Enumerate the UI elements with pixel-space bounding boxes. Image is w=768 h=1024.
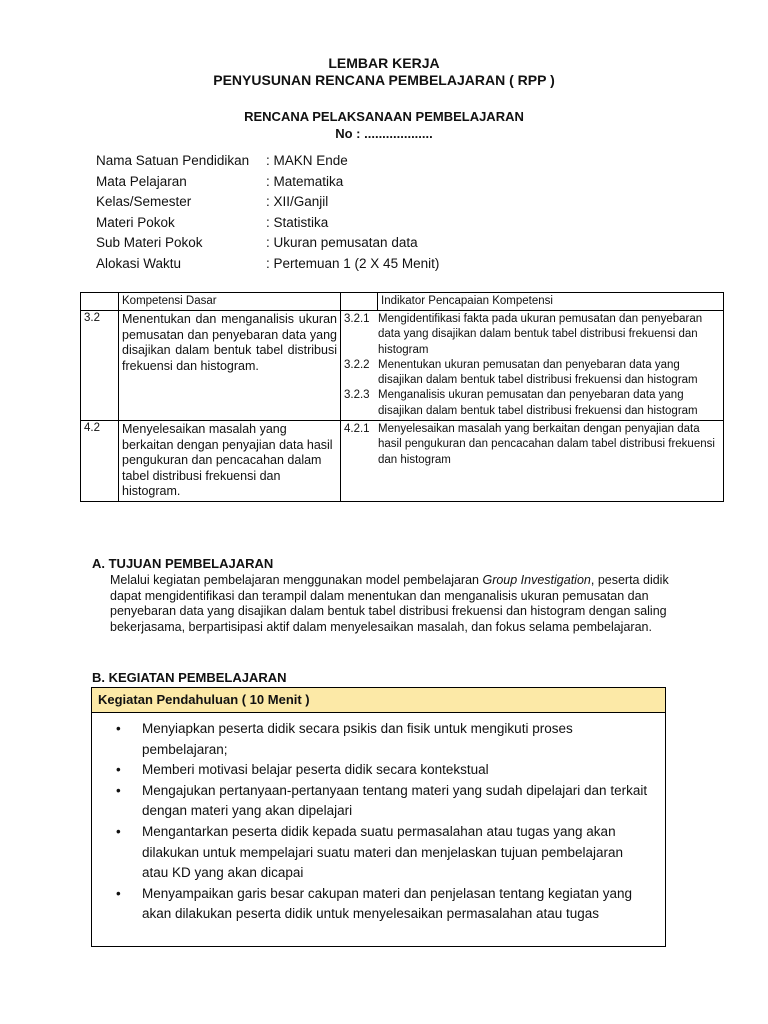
kd-description bbox=[119, 311, 341, 421]
bullet-icon: • bbox=[116, 762, 121, 778]
identity-row bbox=[96, 233, 439, 254]
bullet-icon: • bbox=[116, 721, 121, 736]
identity-value: : Ukuran pemusatan data bbox=[266, 235, 418, 251]
list-item bbox=[116, 781, 653, 822]
column-header-indicator: Indikator Pencapaian Kompetensi bbox=[378, 293, 724, 311]
indicator-item bbox=[344, 388, 720, 419]
identity-value: : Statistika bbox=[266, 214, 329, 230]
identity-row bbox=[96, 254, 439, 275]
kd-text: Menyelesaikan masalah yang berkaitan dengan penyajian data hasil pengukuran dan pencacahan dalam tabel distribusi frekuensi dan histogram. bbox=[122, 422, 333, 499]
rpp-heading bbox=[0, 108, 768, 142]
kegiatan-box bbox=[91, 687, 666, 947]
list-item bbox=[116, 719, 653, 760]
tujuan-text-rest: , peserta didik dapat mengidentifikasi dan terampil dalam menentukan dan menganalisis ukuran pemusatan dan penyebaran data yang disajikan dalam bentuk tabel distribusi frekuensi dan histogram dengan saling bekerjasama, berpartisipasi aktif dalam menyelesaikan masalah, dan fokus selama pembelajaran. bbox=[110, 573, 669, 634]
section-heading-tujuan: A. TUJUAN PEMBELAJARAN bbox=[92, 556, 274, 571]
section-heading-kegiatan: B. KEGIATAN PEMBELAJARAN bbox=[92, 670, 287, 685]
bullet-icon: • bbox=[116, 885, 121, 901]
identity-row bbox=[96, 151, 439, 172]
kegiatan-list bbox=[92, 713, 665, 925]
list-item-text: Menyampaikan garis besar cakupan materi dan penjelasan tentang kegiatan yang akan dilakukan peserta didik untuk menyelesaikan permasalahan atau tugas bbox=[142, 885, 633, 922]
kd-number: 3.2 bbox=[81, 311, 119, 421]
identity-value: : MAKN Ende bbox=[266, 153, 348, 168]
identity-label: Kelas/Semester bbox=[96, 194, 192, 210]
list-item-text: Menyiapkan peserta didik secara psikis dan fisik untuk mengikuti proses pembelajaran; bbox=[142, 721, 573, 757]
indicator-number: 3.2.3 bbox=[344, 389, 370, 402]
identity-value: : Matematika bbox=[266, 173, 344, 189]
tujuan-text-start: Melalui kegiatan pembelajaran menggunakan model pembelajaran bbox=[110, 573, 483, 587]
title-block bbox=[0, 55, 768, 89]
identity-label: Mata Pelajaran bbox=[96, 173, 187, 189]
indicator-text: Menyelesaikan masalah yang berkaitan dengan penyajian data hasil pengukuran dan pencacahan dalam tabel distribusi frekuensi dan histogram bbox=[378, 423, 715, 466]
table-row bbox=[81, 311, 724, 421]
identity-row bbox=[96, 172, 439, 193]
list-item bbox=[116, 760, 653, 781]
indicator-text: Mengidentifikasi fakta pada ukuran pemusatan dan penyebaran data yang disajikan dalam bentuk tabel distribusi frekuensi dan histogram bbox=[378, 313, 703, 356]
identity-row bbox=[96, 192, 439, 213]
model-name: Group Investigation bbox=[482, 573, 591, 587]
list-item-text: Mengajukan pertanyaan-pertanyaan tentang materi yang sudah dipelajari dan terkait dengan materi yang akan dipelajari bbox=[142, 782, 648, 819]
identity-label: Alokasi Waktu bbox=[96, 255, 182, 271]
rpp-title: RENCANA PELAKSANAAN PEMBELAJARAN bbox=[244, 109, 524, 124]
competency-table bbox=[80, 292, 724, 502]
indicator-number: 4.2.1 bbox=[344, 423, 370, 436]
rpp-number: No : ................... bbox=[335, 126, 433, 141]
tujuan-paragraph bbox=[110, 573, 700, 635]
document-subtitle: PENYUSUNAN RENCANA PEMBELAJARAN ( RPP ) bbox=[213, 72, 555, 88]
identity-list bbox=[96, 151, 439, 275]
document-title: LEMBAR KERJA bbox=[328, 55, 440, 71]
table-row bbox=[81, 421, 724, 502]
table-header-cell bbox=[81, 293, 119, 311]
bullet-icon: • bbox=[116, 782, 121, 798]
kd-description bbox=[119, 421, 341, 502]
list-item-text: Memberi motivasi belajar peserta didik secara kontekstual bbox=[142, 762, 489, 778]
identity-row bbox=[96, 213, 439, 234]
indicator-item bbox=[344, 422, 720, 468]
indicator-text: Menganalisis ukuran pemusatan dan penyebaran data yang disajikan dalam bentuk tabel distribusi frekuensi dan histogram bbox=[378, 389, 698, 417]
list-item bbox=[116, 884, 653, 925]
indicator-cell bbox=[341, 421, 724, 502]
table-header-row bbox=[81, 293, 724, 311]
indicator-number: 3.2.1 bbox=[344, 313, 370, 325]
indicator-text: Menentukan ukuran pemusatan dan penyebaran data yang disajikan dalam bentuk tabel distribusi frekuensi dan histogram bbox=[378, 358, 698, 387]
indicator-item bbox=[344, 358, 720, 389]
kegiatan-box-title: Kegiatan Pendahuluan ( 10 Menit ) bbox=[92, 688, 665, 713]
kd-number: 4.2 bbox=[81, 421, 119, 502]
identity-label: Materi Pokok bbox=[96, 214, 175, 230]
identity-value: : XII/Ganjil bbox=[266, 194, 329, 210]
column-header-kd: Kompetensi Dasar bbox=[119, 293, 341, 311]
indicator-number: 3.2.2 bbox=[344, 358, 370, 371]
identity-value: : Pertemuan 1 (2 X 45 Menit) bbox=[266, 255, 440, 271]
identity-label: Sub Materi Pokok bbox=[96, 235, 203, 251]
kd-text: Menentukan dan menganalisis ukuran pemusatan dan penyebaran data yang disajikan dalam bentuk tabel distribusi frekuensi dan histogram. bbox=[122, 312, 337, 373]
table-header-cell bbox=[341, 293, 378, 311]
list-item bbox=[116, 822, 653, 884]
indicator-cell bbox=[341, 311, 724, 421]
identity-label: Nama Satuan Pendidikan bbox=[96, 153, 250, 168]
bullet-icon: • bbox=[116, 823, 121, 839]
list-item-text: Mengantarkan peserta didik kepada suatu permasalahan atau tugas yang akan dilakukan untuk mempelajari suatu materi dan menjelaskan tujuan pembelajaran atau KD yang akan dicapai bbox=[142, 823, 624, 881]
indicator-item bbox=[344, 312, 720, 358]
